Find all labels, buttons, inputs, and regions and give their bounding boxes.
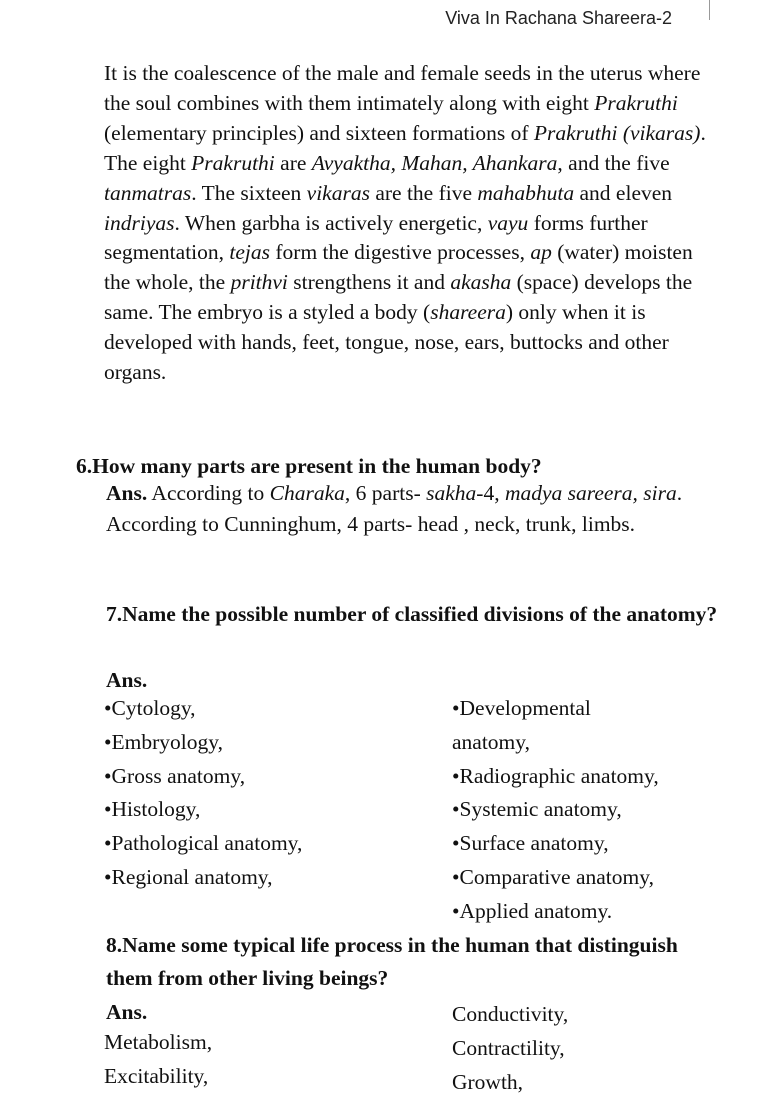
intro-segment: It is the coalescence of the male and female seeds in the uterus where the soul combines with them intimately along with eight — [104, 61, 701, 115]
intro-segment: ap — [530, 240, 552, 265]
anatomy-division-item: •Pathological anatomy, — [104, 831, 303, 856]
intro-segment: vayu — [487, 210, 529, 235]
question-7: 7.Name the possible number of classified divisions of the anatomy? — [106, 602, 718, 626]
intro-segment: vikaras — [306, 180, 370, 205]
answer-6-charaka — [106, 479, 706, 508]
answer-8-right-column — [452, 997, 568, 1099]
charaka-segment: , 6 parts- — [344, 481, 427, 505]
anatomy-division-item: •Developmental — [452, 696, 591, 720]
intro-segment: prithvi — [230, 270, 288, 295]
intro-segment: ) only when it is developed with hands, feet, tongue, nose, ears, buttocks and other organs. — [104, 300, 669, 385]
intro-segment: akasha — [450, 270, 512, 295]
intro-segment: strengthens it and — [287, 270, 451, 295]
question-6: 6.How many parts are present in the human body? — [76, 454, 542, 478]
answer-6-charaka-text — [147, 481, 682, 505]
intro-segment: . The eight — [104, 120, 706, 175]
intro-segment: Avyaktha, Mahan, Ahankara — [311, 150, 558, 175]
charaka-segment: sakha — [426, 481, 477, 505]
charaka-segment: -4, — [476, 481, 505, 505]
anatomy-division-item: •Comparative anatomy, — [452, 864, 654, 889]
answer-6-label: Ans. — [106, 481, 148, 505]
charaka-segment: madya sareera, sira — [504, 481, 677, 505]
running-header: Viva In Rachana Shareera-2 — [445, 8, 672, 28]
answer-6-cunningham: According to Cunninghum, 4 parts- head , neck, trunk, limbs. — [106, 512, 636, 536]
anatomy-division-item: •Regional anatomy, — [104, 864, 273, 889]
charaka-segment: Charaka — [269, 481, 345, 505]
anatomy-division-item: •Cytology, — [104, 696, 196, 720]
intro-segment: are — [274, 150, 312, 175]
anatomy-division-item: •Systemic anatomy, — [452, 797, 622, 822]
answer-8-left-column — [104, 1025, 212, 1093]
intro-segment: are the five — [369, 180, 478, 205]
page-edge-mark — [709, 0, 710, 20]
intro-segment: (water) moisten the whole, the — [104, 240, 693, 295]
intro-segment: Prakruthi (vikaras) — [533, 120, 701, 145]
anatomy-division-item: •Histology, — [104, 797, 201, 822]
anatomy-division-item: •Gross anatomy, — [104, 763, 246, 788]
intro-segment: and eleven — [574, 180, 673, 205]
life-process-item: Growth, — [452, 1070, 524, 1094]
life-process-item: Excitability, — [104, 1064, 209, 1088]
anatomy-division-item: •Surface anatomy, — [452, 831, 609, 856]
intro-segment: indriyas — [104, 210, 175, 235]
answer-8-label: Ans. — [106, 1000, 148, 1024]
intro-segment: mahabhuta — [477, 180, 575, 205]
intro-segment: . When garbha is actively energetic, — [174, 210, 488, 235]
intro-segment: form the digestive processes, — [270, 240, 531, 265]
life-process-item: Conductivity, — [452, 1002, 569, 1026]
life-process-item: Metabolism, — [104, 1030, 213, 1054]
intro-segment: Prakruthi — [594, 90, 678, 115]
intro-segment: Prakruthi — [191, 150, 275, 175]
answer-7-label: Ans. — [106, 668, 148, 692]
intro-segment: tanmatras — [104, 180, 192, 205]
intro-segment: , and the five — [557, 150, 670, 175]
intro-segment: . The sixteen — [191, 180, 307, 205]
charaka-segment: . — [676, 481, 683, 505]
intro-text — [104, 59, 714, 388]
intro-segment: forms further segmentation, — [104, 210, 648, 265]
life-process-item: Contractility, — [452, 1036, 565, 1060]
answer-7-left-column — [104, 692, 302, 895]
answer-7-right-column — [452, 692, 659, 929]
question-8: 8.Name some typical life process in the human that distinguish them from other living beings? — [106, 933, 678, 990]
intro-segment: (elementary principles) and sixteen formations of — [104, 120, 534, 145]
intro-segment: shareera — [430, 300, 506, 325]
intro-paragraph — [104, 59, 714, 388]
intro-segment: tejas — [229, 240, 270, 265]
answer-6 — [106, 479, 706, 539]
anatomy-division-item: •Applied anatomy. — [452, 898, 613, 923]
intro-segment: (space) develops the same. The embryo is a styled a body ( — [104, 270, 693, 325]
anatomy-division-item: •Embryology, — [104, 729, 223, 754]
anatomy-division-item: anatomy, — [452, 729, 531, 754]
anatomy-division-item: •Radiographic anatomy, — [452, 763, 659, 788]
charaka-segment: According to — [147, 481, 270, 505]
